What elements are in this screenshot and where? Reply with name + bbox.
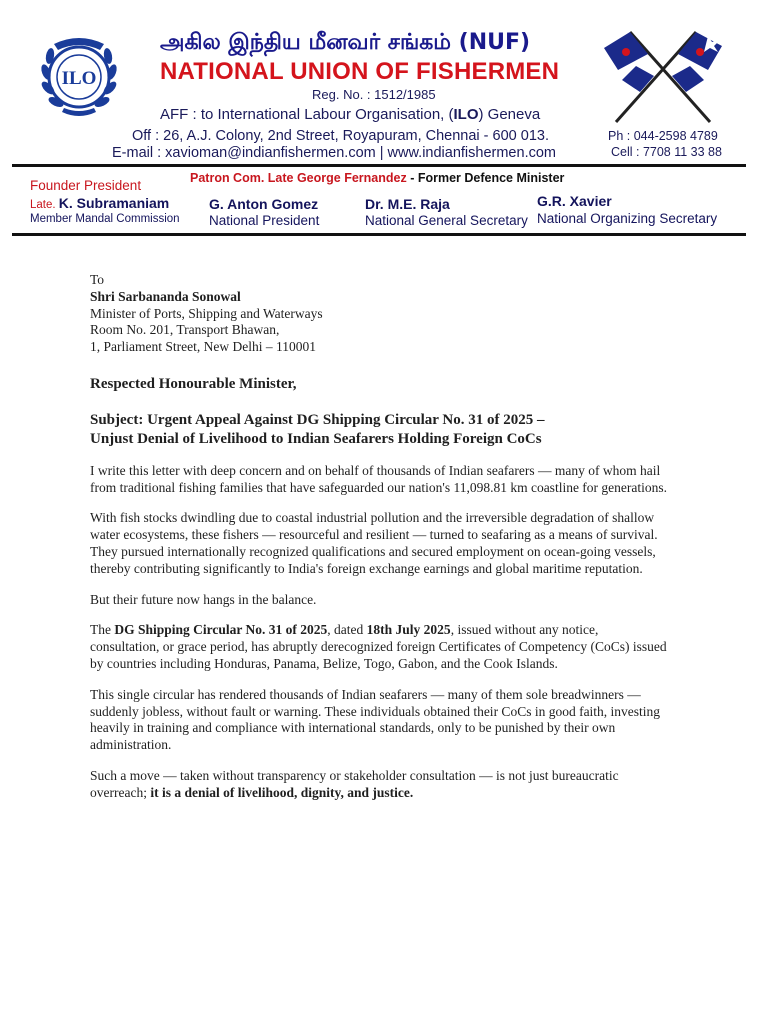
letter-body	[90, 272, 670, 802]
paragraph-6	[90, 768, 670, 802]
affiliation-ilo: ILO	[453, 106, 479, 123]
recipient-name: Shri Sarbananda Sonowal	[90, 288, 241, 304]
founder-name-text: K. Subramaniam	[58, 195, 170, 211]
founder-title: Founder President	[30, 178, 142, 193]
affiliation-suffix: ) Geneva	[478, 106, 541, 123]
paragraph-1: I write this letter with deep concern and on behalf of thousands of Indian seafarers — many of whom hail from traditional fishing families that have safeguarded our nation's 11,098.81 km coastline for generations.	[90, 462, 668, 495]
founder-role: Member Mandal Commission	[30, 213, 180, 225]
patron-role: - Former Defence Minister	[406, 171, 565, 185]
patron-line	[190, 171, 564, 185]
affiliation-line	[160, 106, 540, 123]
recipient-address	[90, 272, 670, 356]
cell-number: Cell : 7708 11 33 88	[611, 145, 722, 159]
registration-number: Reg. No. : 1512/1985	[312, 87, 436, 102]
header-divider-top	[12, 164, 746, 167]
patron-name: Patron Com. Late George Fernandez	[190, 171, 407, 185]
paragraph-4	[90, 622, 670, 672]
paragraph-2: With fish stocks dwindling due to coastal industrial pollution and the irreversible degradation of shallow water ecosystems, these fishers — resourceful and resilient — turned to seafaring as a means of survival. They pursued internationally recognized qualifications and secured employment on ocean-going vessels, thereby contributing significantly to India's foreign exchange earnings and global maritime reputation.	[90, 510, 658, 576]
founder-prefix: Late.	[30, 199, 59, 211]
organizing-secretary-role: National Organizing Secretary	[537, 211, 718, 226]
circular-date: 18th July 2025	[366, 622, 451, 638]
para4-a: The	[90, 622, 115, 638]
address-line-1: Room No. 201, Transport Bhawan,	[90, 322, 280, 338]
phone-number: Ph : 044-2598 4789	[608, 129, 718, 143]
general-secretary-name: Dr. M.E. Raja	[365, 196, 450, 212]
subject	[90, 411, 670, 449]
tamil-title: அகில இந்திய மீனவர் சங்கம் (NUF)	[160, 30, 531, 55]
para4-c: , dated	[327, 622, 367, 638]
para6-a: Such a move — taken without transparency or stakeholder consultation — is not just bureaucratic overreach;	[90, 767, 619, 800]
affiliation-prefix: AFF : to International Labour Organisation, (	[160, 106, 454, 123]
subject-line-1: Subject: Urgent Appeal Against DG Shipping Circular No. 31 of 2025 –	[90, 411, 545, 428]
letterhead	[0, 0, 768, 240]
header-divider-bottom	[12, 233, 746, 236]
paragraph-3: But their future now hangs in the balance.	[90, 591, 317, 607]
para6-emphasis: it is a denial of livelihood, dignity, and justice.	[150, 784, 414, 800]
circular-reference: DG Shipping Circular No. 31 of 2025	[114, 622, 328, 638]
recipient-title: Minister of Ports, Shipping and Waterways	[90, 305, 323, 321]
organization-name: NATIONAL UNION OF FISHERMEN	[160, 58, 560, 85]
paragraph-5: This single circular has rendered thousands of Indian seafarers — many of them sole breadwinners — suddenly jobless, without fault or warning. These individuals obtained their CoCs in good faith, investing heavily in training and compliance with international standards, only to be punished by their own administration.	[90, 686, 661, 753]
officials-bar	[0, 168, 768, 230]
founder-name	[30, 195, 169, 211]
crossed-flags-icon	[596, 26, 730, 126]
email-website-line: E-mail : xavioman@indianfishermen.com | www.indianfishermen.com	[112, 145, 556, 161]
to-label: To	[90, 272, 105, 287]
president-name: G. Anton Gomez	[209, 196, 319, 212]
general-secretary-role: National General Secretary	[365, 213, 528, 228]
salutation: Respected Honourable Minister,	[90, 375, 297, 392]
office-address: Off : 26, A.J. Colony, 2nd Street, Royapuram, Chennai - 600 013.	[132, 128, 549, 144]
president-role: National President	[209, 213, 320, 228]
subject-line-2: Unjust Denial of Livelihood to Indian Seafarers Holding Foreign CoCs	[90, 430, 542, 447]
ilo-logo	[34, 32, 124, 122]
para4-e: , issued without any notice, consultation, or grace period, has abruptly derecognized foreign Certificates of Competency (CoCs) issued by countries including Honduras, Panama, Belize, Togo, Gabon, and the Cook Islands.	[90, 622, 667, 671]
ilo-logo-text: ILO	[61, 68, 97, 89]
organizing-secretary-name: G.R. Xavier	[537, 193, 612, 209]
address-line-2: 1, Parliament Street, New Delhi – 110001	[90, 339, 316, 355]
